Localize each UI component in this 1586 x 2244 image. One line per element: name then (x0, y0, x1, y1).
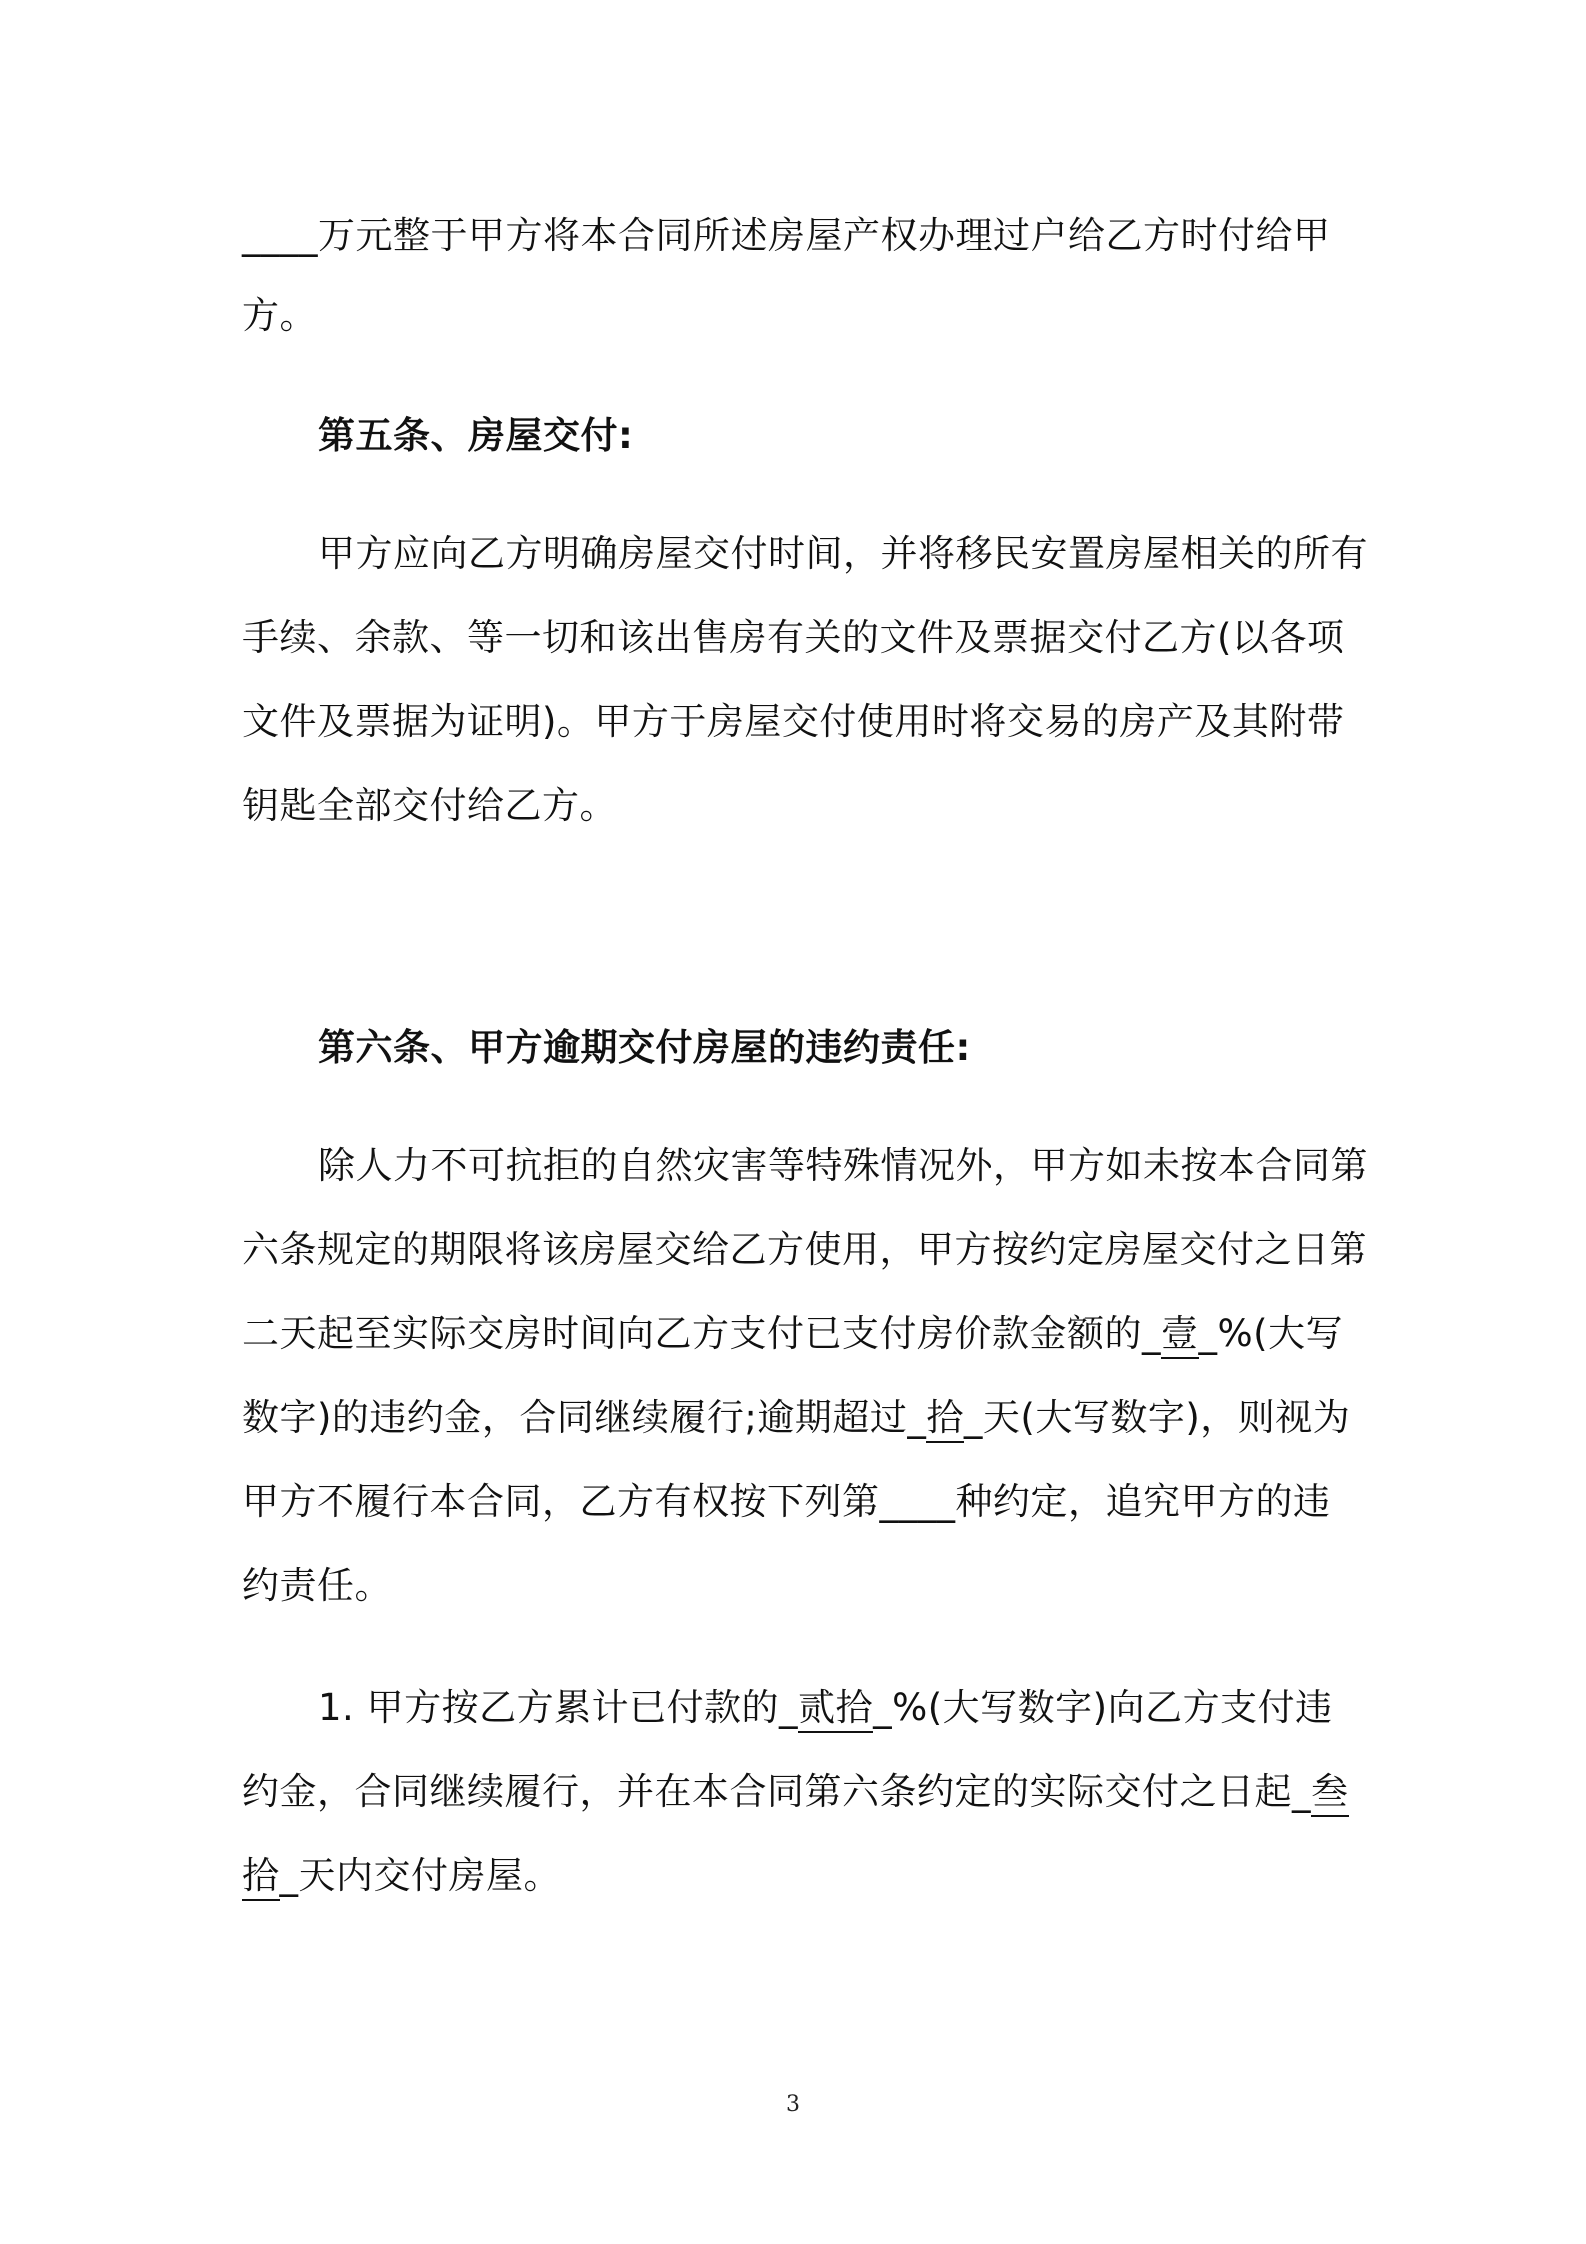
article-6-line-6: 约责任。 (242, 1564, 392, 1607)
article-5-line-1: 甲方应向乙方明确房屋交付时间，并将移民安置房屋相关的所有 (318, 532, 1368, 575)
article-5-line-3: 文件及票据为证明)。甲方于房屋交付使用时将交易的房产及其附带 (242, 700, 1345, 743)
paid-percent-blank: 贰拾 (798, 1686, 873, 1733)
article-6-heading: 第六条、甲方逾期交付房屋的违约责任: (318, 1026, 971, 1069)
article-6-line-4 (242, 1394, 1352, 1442)
item-1-line-1-text: 1. 甲方按乙方累计已付款的_ (318, 1686, 799, 1729)
article-6-line-5: 甲方不履行本合同，乙方有权按下列第____种约定，追究甲方的违 (242, 1480, 1331, 1523)
continuation-line-1: ____万元整于甲方将本合同所述房屋产权办理过户给乙方时付给甲 (242, 214, 1331, 257)
article-6-line-3 (242, 1310, 1352, 1358)
article-6-line-4-text: 数字)的违约金，合同继续履行;逾期超过_ (242, 1396, 927, 1439)
page-number: 3 (786, 2092, 800, 2117)
item-1-line-3-text: _天内交付房屋。 (279, 1854, 561, 1897)
item-1-line-3 (242, 1852, 1352, 1900)
article-6-line-2: 六条规定的期限将该房屋交给乙方使用，甲方按约定房屋交付之日第 (242, 1228, 1367, 1271)
continuation-line-2: 方。 (242, 294, 317, 337)
article-5-line-4: 钥匙全部交付给乙方。 (242, 784, 617, 827)
article-5-line-2: 手续、余款、等一切和该出售房有关的文件及票据交付乙方(以各项 (242, 616, 1345, 659)
article-6-line-4-tail: _天(大写数字)，则视为 (963, 1396, 1351, 1439)
article-6-line-1: 除人力不可抗拒的自然灾害等特殊情况外，甲方如未按本合同第 (318, 1144, 1368, 1187)
penalty-rate-blank: 壹 (1161, 1312, 1199, 1359)
item-1-line-2 (242, 1768, 1352, 1816)
article-6-line-3-tail: _%(大写 (1198, 1312, 1344, 1355)
item-1-line-2-text: 约金，合同继续履行，并在本合同第六条约定的实际交付之日起_ (242, 1770, 1311, 1813)
overdue-days-blank: 拾 (926, 1396, 964, 1443)
delivery-days-blank-part-2: 拾 (242, 1854, 280, 1901)
item-1-line-1 (318, 1684, 1428, 1732)
delivery-days-blank-part-1: 叁 (1311, 1770, 1349, 1817)
item-1-line-1-tail: _%(大写数字)向乙方支付违 (873, 1686, 1333, 1729)
article-6-line-3-text: 二天起至实际交房时间向乙方支付已支付房价款金额的_ (242, 1312, 1161, 1355)
article-5-heading: 第五条、房屋交付: (318, 414, 634, 457)
